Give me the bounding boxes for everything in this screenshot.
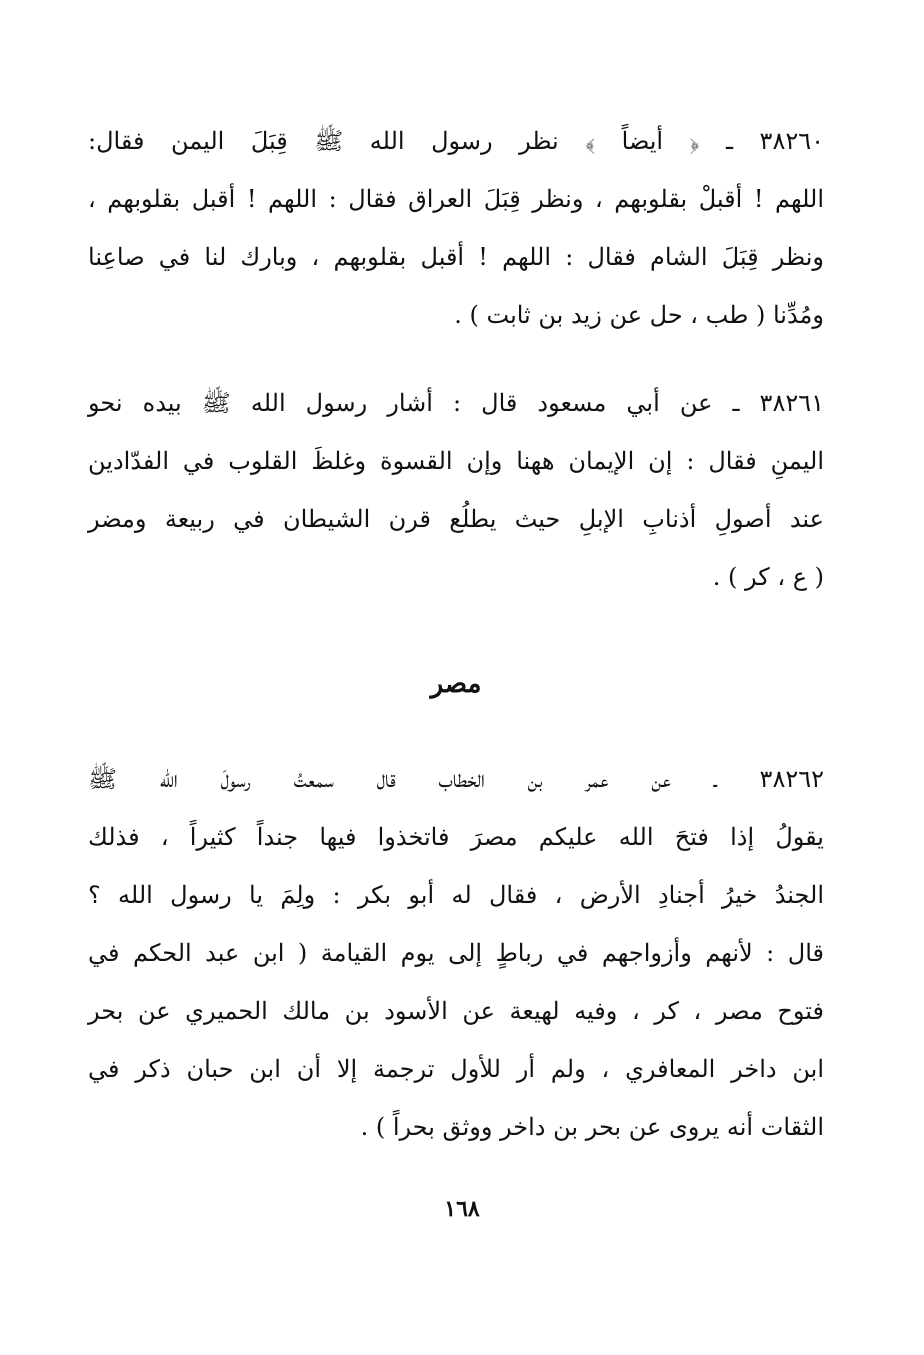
text-line: الثقات أنه يروى عن بحر بن داخر ووثق بحراً ) .: [360, 1113, 824, 1141]
heading-gap: [88, 704, 824, 750]
hadith-38262: [88, 750, 824, 1156]
text-line: ٣٨٢٦٢ ـ عن عمر بن الخطاب قال سمعتُ رسولَ الله ﷺ: [88, 765, 824, 793]
hadith-38260: [88, 112, 824, 344]
text-line: عند أصولِ أذنابِ الإبلِ حيث يطلُع قرن الشيطان في ربيعة ومضر: [88, 505, 824, 533]
text-line: ونظر قِبَلَ الشام فقال : اللهم ! أقبل بقلوبهم ، وبارك لنا في صاعِنا: [88, 243, 824, 271]
text-line: يقولُ إذا فتحَ الله عليكم مصرَ فاتخذوا فيها جنداً كثيراً ، فذلك: [88, 823, 824, 851]
text-line: ٣٨٢٦١ ـ عن أبي مسعود قال : أشار رسول الله ﷺ بيده نحو: [88, 389, 824, 417]
text-line: قال : لأنهم وأزواجهم في رباطٍ إلى يوم القيامة ( ابن عبد الحكم في: [88, 939, 824, 967]
text-line: الجندُ خيرُ أجنادِ الأرض ، فقال له أبو بكر : ولِمَ يا رسول الله ؟: [88, 881, 824, 909]
heading-gap: [88, 606, 824, 664]
text-line: اليمنِ فقال : إن الإيمان ههنا وإن القسوة وغلظَ القلوب في الفدّادين: [88, 447, 824, 475]
text-line: فتوح مصر ، كر ، وفيه لهيعة عن الأسود بن مالك الحميري عن بحر: [88, 997, 824, 1025]
hadith-38261: [88, 374, 824, 606]
page-content: [88, 112, 824, 1156]
paragraph-gap: [88, 344, 824, 374]
text-line: ومُدِّنا ( طب ، حل عن زيد بن ثابت ) .: [454, 301, 824, 329]
text-line: ابن داخر المعافري ، ولم أر للأول ترجمة إلا أن ابن حبان ذكر في: [88, 1055, 824, 1083]
text-line: اللهم ! أقبلْ بقلوبهم ، ونظر قِبَلَ العراق فقال : اللهم ! أقبل بقلوبهم ،: [88, 185, 824, 213]
page-number: ١٦٨: [444, 1196, 480, 1222]
section-heading: مصر: [430, 669, 482, 699]
text-line: ( ع ، كر ) .: [712, 563, 824, 591]
text-line: ٣٨٢٦٠ ـ ﴿ أيضاً ﴾ نظر رسول الله ﷺ قِبَلَ اليمن فقال:: [88, 127, 824, 155]
